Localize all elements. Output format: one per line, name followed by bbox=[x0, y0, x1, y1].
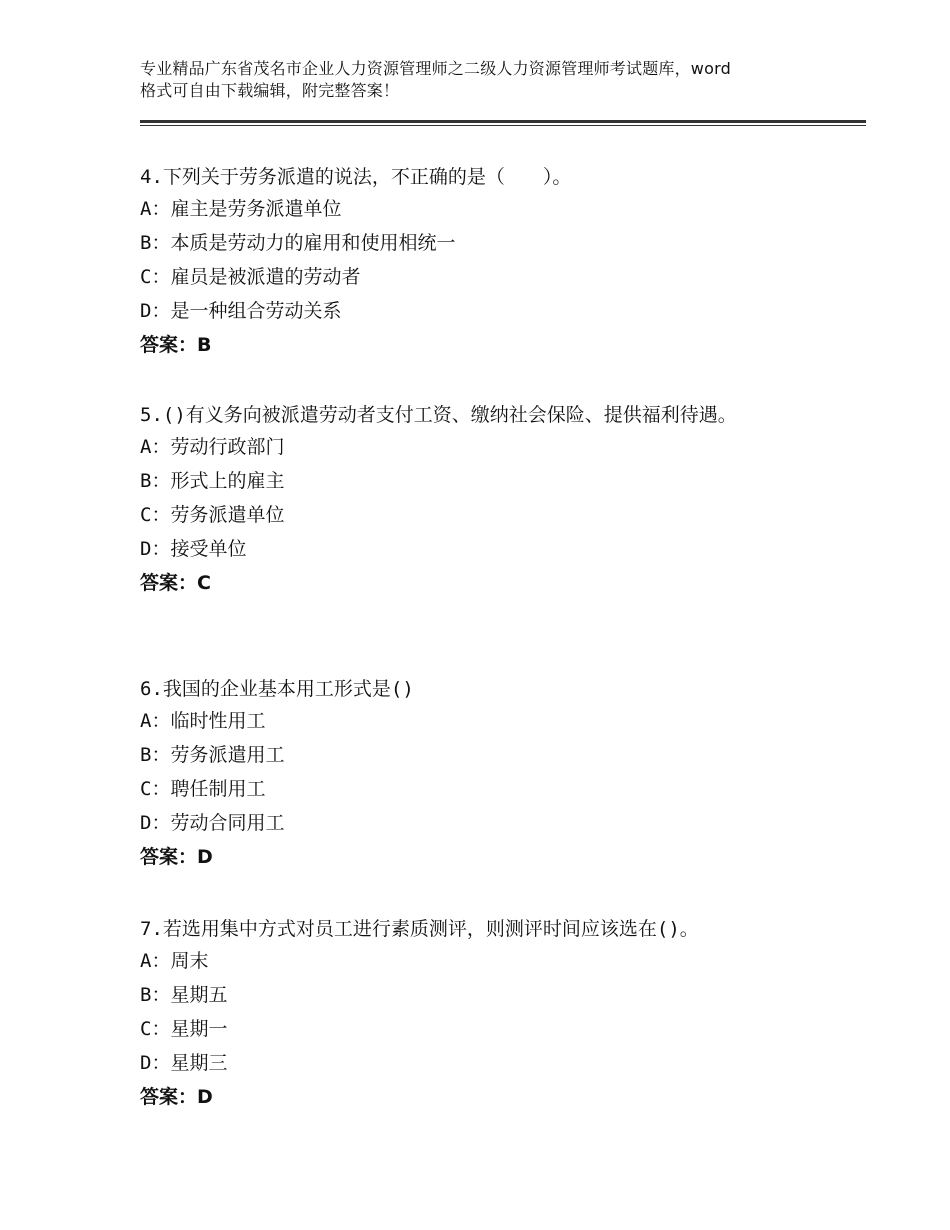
option-d: D：是一种组合劳动关系 bbox=[140, 300, 342, 322]
option-c: C：劳务派遣单位 bbox=[140, 504, 285, 526]
question-text: 4.下列关于劳务派遣的说法，不正确的是（ ）。 bbox=[140, 166, 572, 188]
question-text: 5.()有义务向被派遣劳动者支付工资、缴纳社会保险、提供福利待遇。 bbox=[140, 404, 737, 426]
question-5 bbox=[140, 400, 780, 600]
question-text: 6.我国的企业基本用工形式是() bbox=[140, 678, 414, 700]
question-text: 7.若选用集中方式对员工进行素质测评，则测评时间应该选在()。 bbox=[140, 918, 699, 940]
option-a: A：雇主是劳务派遣单位 bbox=[140, 198, 342, 220]
option-d: D：接受单位 bbox=[140, 538, 247, 560]
option-c: C：聘任制用工 bbox=[140, 778, 266, 800]
option-a: A：周末 bbox=[140, 950, 209, 972]
header-rule-thick bbox=[140, 120, 866, 123]
answer: 答案：C bbox=[140, 572, 211, 594]
answer: 答案：D bbox=[140, 1086, 213, 1108]
option-a: A：临时性用工 bbox=[140, 710, 266, 732]
header-rule-thin bbox=[140, 125, 866, 126]
option-b: B：星期五 bbox=[140, 984, 228, 1006]
option-b: B：劳务派遣用工 bbox=[140, 744, 285, 766]
option-a: A：劳动行政部门 bbox=[140, 436, 285, 458]
option-c: C：雇员是被派遣的劳动者 bbox=[140, 266, 361, 288]
header-line-2: 格式可自由下载编辑，附完整答案！ bbox=[140, 81, 400, 100]
option-b: B：本质是劳动力的雇用和使用相统一 bbox=[140, 232, 456, 254]
question-6 bbox=[140, 674, 800, 874]
option-b: B：形式上的雇主 bbox=[140, 470, 285, 492]
question-4 bbox=[140, 162, 800, 362]
option-d: D：星期三 bbox=[140, 1052, 228, 1074]
question-7 bbox=[140, 914, 840, 1114]
header-line-1: 专业精品广东省茂名市企业人力资源管理师之二级人力资源管理师考试题库，word bbox=[140, 59, 731, 78]
document-header bbox=[140, 58, 860, 102]
option-d: D：劳动合同用工 bbox=[140, 812, 285, 834]
option-c: C：星期一 bbox=[140, 1018, 228, 1040]
answer: 答案：B bbox=[140, 334, 212, 356]
answer: 答案：D bbox=[140, 846, 213, 868]
